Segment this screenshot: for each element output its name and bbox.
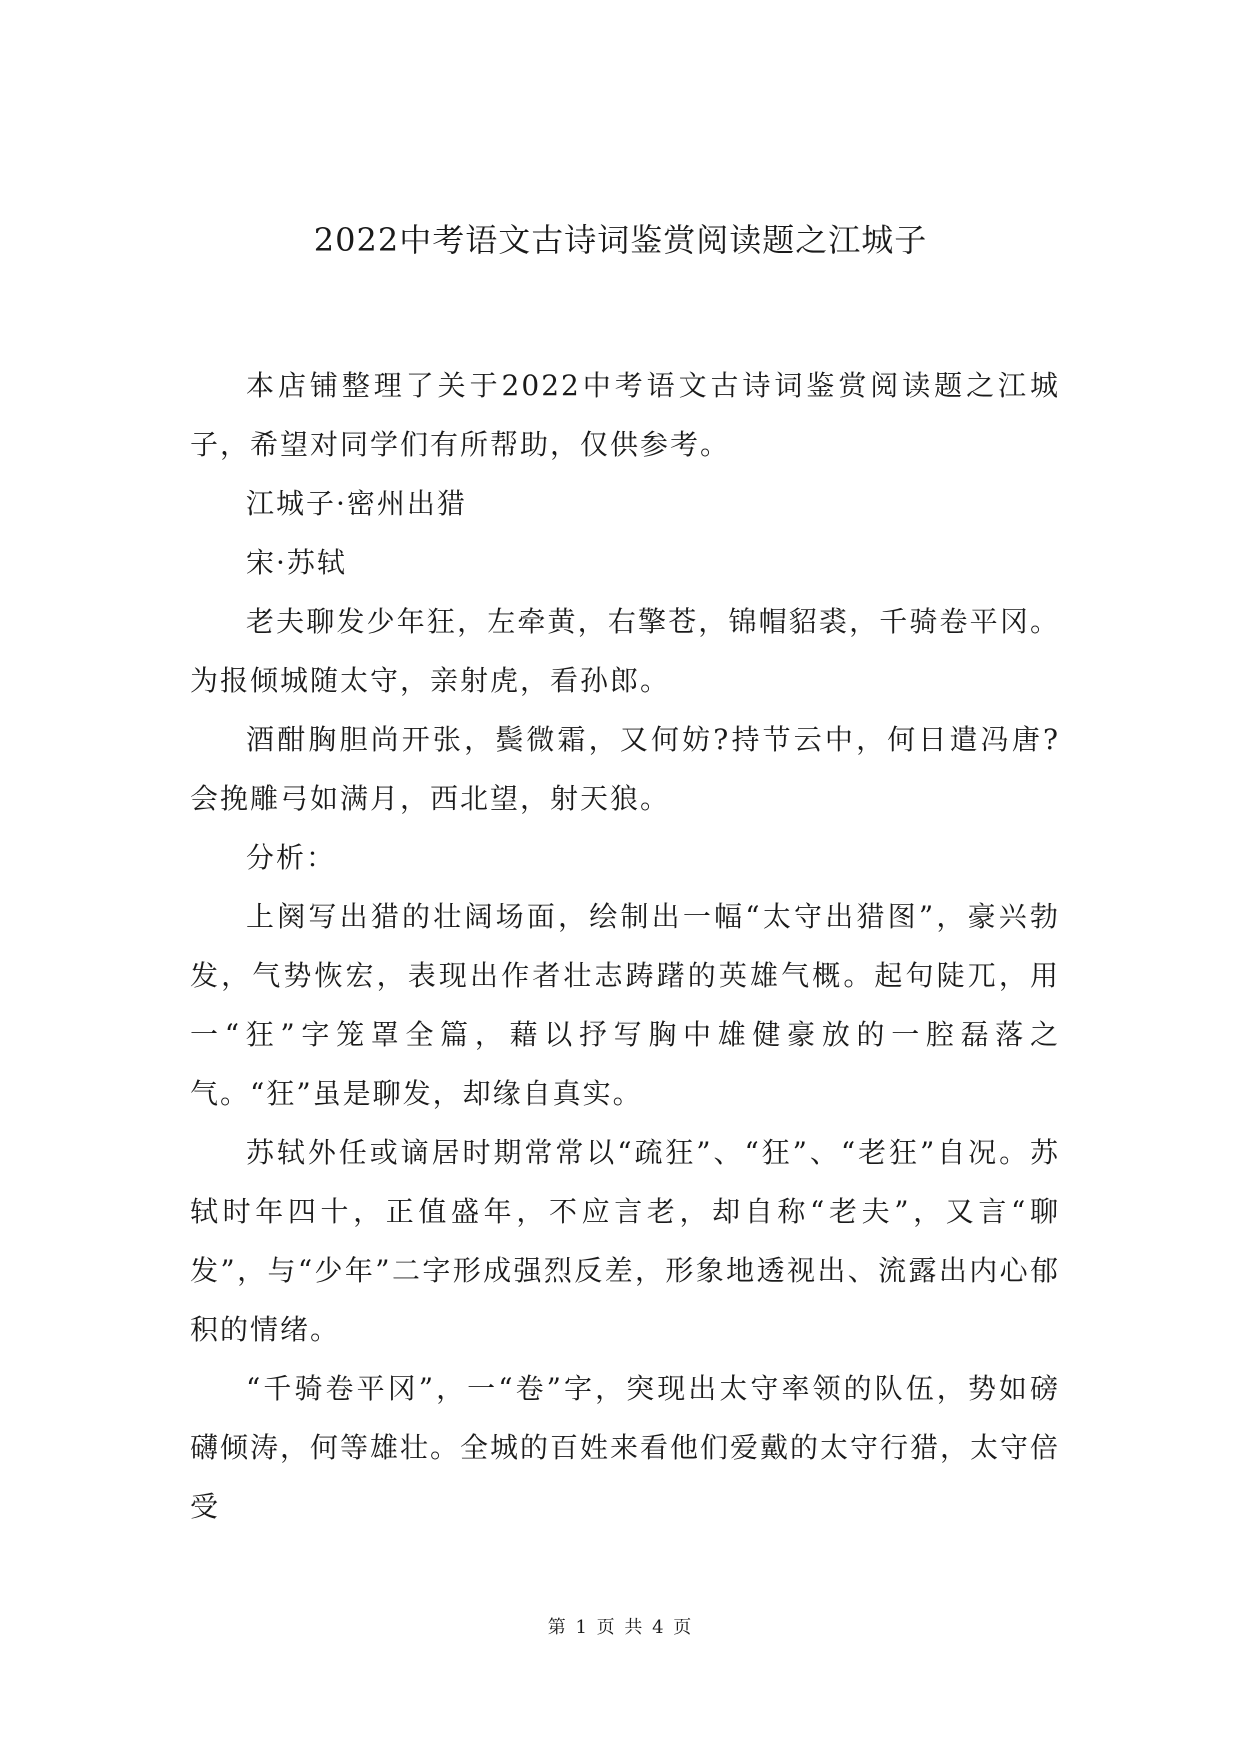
document-body [190,356,1060,1536]
analysis-paragraph-3: “千骑卷平冈”，一“卷”字，突现出太守率领的队伍，势如磅礴倾涛，何等雄壮。全城的百姓来看他们爱戴的太守行猎，太守倍受 [190,1372,1061,1523]
analysis-paragraph-2: 苏轼外任或谪居时期常常以“疏狂”、“狂”、“老狂”自况。苏轼时年四十，正值盛年，不应言老，却自称“老夫”，又言“聊发”，与“少年”二字形成强烈反差，形象地透视出、流露出内心郁积的情绪。 [190,1136,1060,1346]
poem-stanza-2: 酒酣胸胆尚开张，鬓微霜，又何妨?持节云中，何日遣冯唐?会挽雕弓如满月，西北望，射天狼。 [190,723,1060,815]
intro-paragraph: 本店铺整理了关于2022中考语文古诗词鉴赏阅读题之江城子，希望对同学们有所帮助，仅供参考。 [190,369,1060,461]
poem-stanza-1: 老夫聊发少年狂，左牵黄，右擎苍，锦帽貂裘，千骑卷平冈。为报倾城随太守，亲射虎，看孙郎。 [190,605,1060,697]
page-number-footer: 第 1 页 共 4 页 [547,1617,694,1638]
poem-title: 江城子·密州出猎 [246,487,467,520]
document-title: 2022中考语文古诗词鉴赏阅读题之江城子 [313,221,928,259]
analysis-paragraph-1: 上阕写出猎的壮阔场面，绘制出一幅“太守出猎图”，豪兴勃发，气势恢宏，表现出作者壮志踌躇的英雄气概。起句陡兀，用一“狂”字笼罩全篇，藉以抒写胸中雄健豪放的一腔磊落之气。“狂”虽是聊发，却缘自真实。 [190,900,1060,1110]
analysis-heading: 分析： [246,841,337,874]
poem-author: 宋·苏轼 [246,546,347,579]
